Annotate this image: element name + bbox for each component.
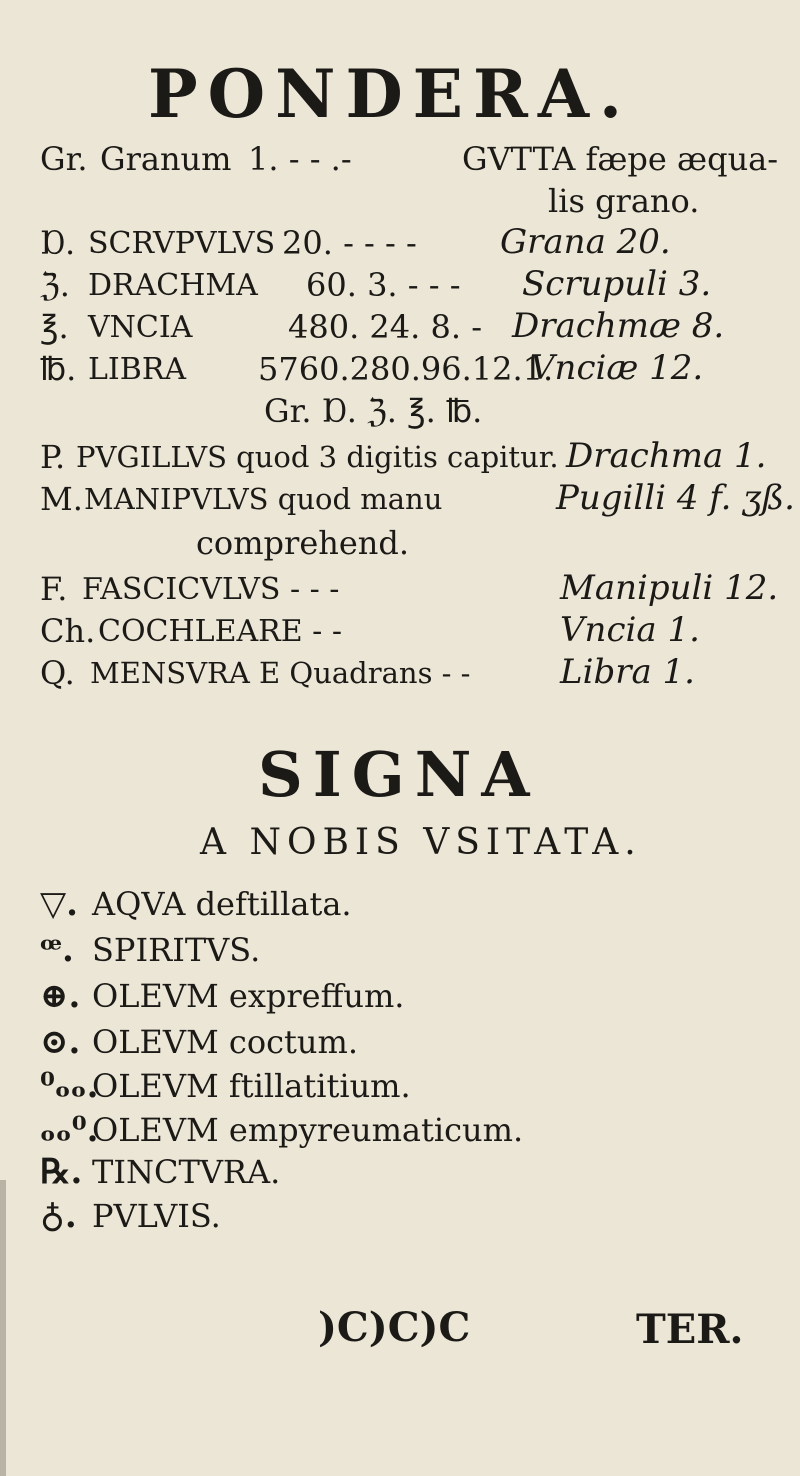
weight-values: 20. - - - -	[282, 224, 417, 262]
water-symbol-icon: ▽.	[40, 884, 78, 924]
list-item	[40, 1110, 523, 1150]
measure-equivalent: Drachma 1.	[566, 436, 767, 476]
weight-symbol: ℔.	[40, 350, 77, 388]
page-title: PONDERA.	[148, 55, 633, 133]
weight-values: 5760.280.96.12.1.	[258, 350, 554, 388]
measure-equivalent: Libra 1.	[560, 652, 695, 692]
signa-label: AQVA deftillata.	[92, 885, 352, 923]
list-item	[40, 1066, 411, 1106]
measure-symbol: M.	[40, 480, 83, 518]
weight-equivalent: Vnciæ 12.	[530, 348, 704, 388]
weight-values: 480. 24. 8. -	[288, 308, 482, 346]
signa-label: PVLVIS.	[92, 1197, 221, 1235]
cooked-oil-symbol-icon: ⊙.	[40, 1022, 81, 1062]
list-item	[40, 1022, 358, 1062]
tincture-symbol-icon: ℞.	[40, 1152, 83, 1192]
weight-equivalent: lis grano.	[548, 182, 700, 220]
spirit-symbol-icon: ꟹ.	[40, 930, 74, 970]
weight-name: LIBRA	[88, 352, 187, 387]
powder-symbol-icon: ♁.	[40, 1196, 77, 1236]
measure-equivalent: Vncia 1.	[560, 610, 700, 650]
weight-symbols-row: Gr. Ɒ. ℨ. ℥. ℔.	[264, 392, 483, 430]
weight-symbol: Ɒ.	[40, 224, 76, 262]
list-item	[40, 976, 404, 1016]
weight-name: Granum	[100, 140, 232, 178]
weight-values: 1. - - .-	[248, 140, 352, 178]
signa-label: TINCTVRA.	[92, 1153, 281, 1191]
catchword: TER.	[636, 1306, 744, 1353]
list-item	[40, 1152, 280, 1192]
measure-equivalent: Pugilli 4 f. ʒß.	[556, 478, 795, 518]
signa-label: OLEVM ftillatitium.	[92, 1067, 411, 1105]
page-edge-shadow	[0, 1180, 6, 1476]
weight-equivalent: Drachmæ 8.	[512, 306, 725, 346]
measure-symbol: Ch.	[40, 612, 96, 650]
footer-ornament: )C)C)C	[318, 1304, 471, 1351]
measure-name: MENSVRA E Quadrans - -	[90, 656, 471, 690]
weight-equivalent: Scrupuli 3.	[522, 264, 712, 304]
measure-name: COCHLEARE - -	[98, 614, 342, 649]
signa-label: OLEVM expreffum.	[92, 977, 405, 1015]
list-item	[40, 930, 260, 970]
signa-label: OLEVM coctum.	[92, 1023, 358, 1061]
empyreumatic-oil-symbol-icon: ₒₒ⁰.	[40, 1110, 99, 1150]
signa-label: OLEVM empyreumaticum.	[92, 1111, 524, 1149]
measure-name: PVGILLVS quod 3 digitis capitur.	[76, 440, 559, 474]
measure-symbol: P.	[40, 438, 66, 476]
weight-name: VNCIA	[88, 310, 193, 345]
measure-name: comprehend.	[196, 524, 410, 562]
weight-name: DRACHMA	[88, 268, 258, 303]
weight-name: SCRVPVLVS	[88, 226, 276, 261]
weight-symbol: Gr.	[40, 140, 88, 178]
measure-name: MANIPVLVS quod manu	[84, 482, 443, 516]
list-item	[40, 1196, 221, 1236]
weight-equivalent: Grana 20.	[500, 222, 671, 262]
list-item	[40, 884, 352, 924]
measure-name: FASCICVLVS - - -	[82, 572, 340, 607]
weight-symbol: ℥.	[40, 308, 69, 346]
measure-equivalent: Manipuli 12.	[560, 568, 779, 608]
signa-title: SIGNA	[258, 738, 540, 811]
weight-values: 60. 3. - - -	[306, 266, 461, 304]
signa-subtitle: A NOBIS VSITATA.	[200, 822, 642, 863]
distilled-oil-symbol-icon: ⁰ₒₒ.	[40, 1066, 99, 1106]
weight-equivalent: GVTTA fæpe æqua-	[462, 140, 779, 178]
pressed-oil-symbol-icon: ⊕.	[40, 976, 81, 1016]
weight-symbol: ℨ.	[40, 266, 70, 304]
measure-symbol: Q.	[40, 654, 75, 692]
measure-symbol: F.	[40, 570, 68, 608]
signa-label: SPIRITVS.	[92, 931, 261, 969]
